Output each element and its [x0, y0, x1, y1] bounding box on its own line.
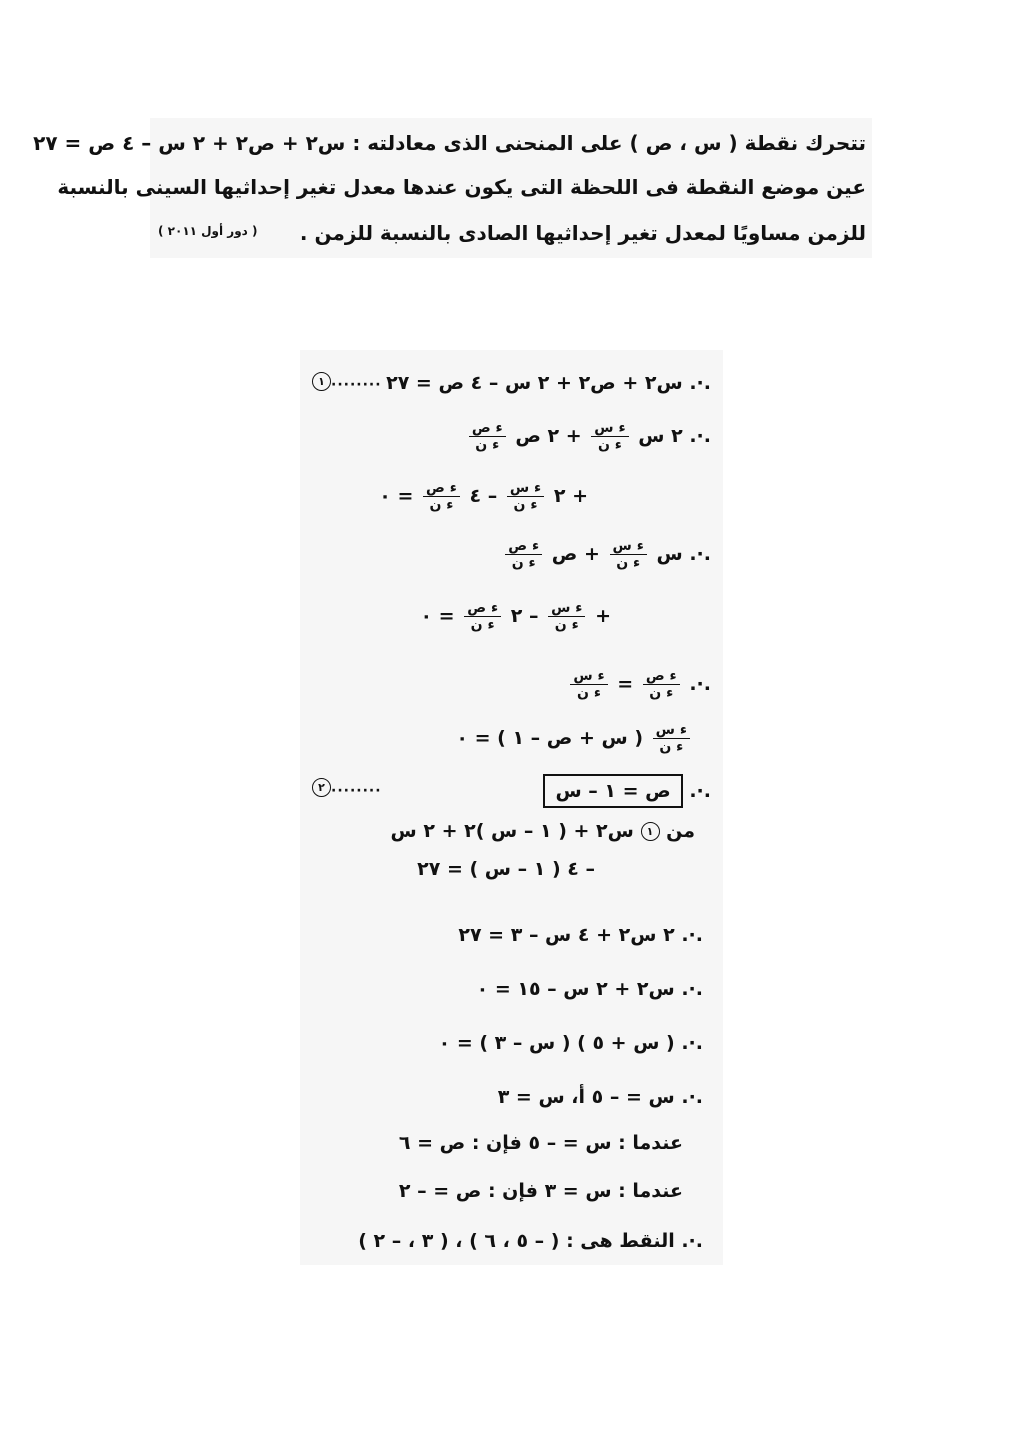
- fraction-dy-dt: [423, 480, 460, 513]
- step3-part-a: + ٢: [553, 485, 588, 507]
- frac-num: ء س: [591, 420, 628, 437]
- frac-den: ء ن: [470, 617, 495, 633]
- fraction-dy-dt: [505, 538, 542, 571]
- step5-part-a: +: [595, 605, 611, 627]
- step-derivative-1: [466, 420, 711, 453]
- step-case-1: عندما : س = – ٥ فإن : ص = ٦: [398, 1132, 683, 1154]
- fraction-dx-dt: [653, 722, 690, 755]
- frac-num: ء س: [610, 538, 647, 555]
- step4-part-a: .·. س: [656, 543, 711, 565]
- step6-part-b: =: [617, 673, 634, 695]
- exam-reference: ( دور أول ٢٠١١ ): [158, 224, 258, 238]
- frac-num: ء س: [570, 668, 607, 685]
- ref-circle-1-inline: ١: [641, 822, 660, 841]
- problem-line-2: عين موضع النقطة فى اللحظة التى يكون عندها معدل تغير إحداثيها السينى بالنسبة: [57, 175, 866, 199]
- frac-num: ء س: [507, 480, 544, 497]
- step3-part-b: – ٤: [469, 485, 498, 507]
- step8-therefore: .·.: [689, 780, 711, 802]
- equation-ref-1: [312, 372, 382, 391]
- frac-num: ء س: [548, 600, 585, 617]
- solution-panel: [300, 350, 723, 1265]
- ref-circle-1: ١: [312, 372, 331, 391]
- fraction-dx-dt: [591, 420, 628, 453]
- step-quadratic: .·. س٢ + ٢ س – ١٥ = ٠: [476, 978, 703, 1000]
- frac-num: ء ص: [505, 538, 542, 555]
- step7-part-b: ( س + ص – ١ ) = ٠: [456, 727, 644, 749]
- step-final-points: .·. النقط هى : ( – ٥ ، ٦ ) ، ( ٣ ، – ٢ ): [358, 1230, 703, 1252]
- step5-part-b: – ٢: [510, 605, 539, 627]
- step-substitute-cont: – ٤ ( ١ – س ) = ٢٧: [417, 858, 595, 880]
- step-rates-equal: [567, 668, 711, 701]
- step-factored: .·. ( س + ٥ ) ( س – ٣ ) = ٠: [438, 1032, 703, 1054]
- frac-den: ء ن: [554, 617, 579, 633]
- step-factor: [456, 722, 693, 755]
- step-substitute: [391, 818, 695, 844]
- step2-part-b: + ٢ ص: [515, 425, 582, 447]
- ref-dots-2: ........: [331, 779, 382, 796]
- ref-circle-2: ٢: [312, 778, 331, 797]
- frac-den: ء ن: [659, 739, 684, 755]
- problem-line-3: للزمن مساويًا لمعدل تغير إحداثيها الصادى بالنسبة للزمن .: [299, 221, 866, 245]
- frac-num: ء ص: [423, 480, 460, 497]
- fraction-dx-dt: [548, 600, 585, 633]
- step-simplify: .·. ٢ س٢ + ٤ س – ٣ = ٢٧: [458, 924, 703, 946]
- step6-part-a: .·.: [689, 673, 711, 695]
- fraction-dx-dt: [570, 668, 607, 701]
- step9-from: من: [666, 820, 695, 842]
- equation-ref-2: [312, 778, 382, 797]
- frac-den: ء ن: [475, 437, 500, 453]
- frac-den: ء ن: [511, 555, 536, 571]
- problem-statement: [33, 118, 872, 258]
- step4-part-b: + ص: [551, 543, 600, 565]
- step5-part-c: = ٠: [420, 605, 455, 627]
- frac-den: ء ن: [577, 685, 601, 701]
- boxed-result: ص = ١ – س: [543, 774, 682, 808]
- step-equation: .·. س٢ + ص٢ + ٢ س – ٤ ص = ٢٧: [386, 372, 711, 394]
- step-derivative-1-cont: [379, 480, 588, 513]
- fraction-dy-dt: [643, 668, 680, 701]
- fraction-dx-dt: [610, 538, 647, 571]
- fraction-dx-dt: [507, 480, 544, 513]
- step-divide-2: [502, 538, 711, 571]
- step-x-values: .·. س = – ٥ أ، س = ٣: [497, 1086, 703, 1108]
- fraction-dy-dt: [469, 420, 506, 453]
- frac-num: ء س: [653, 722, 690, 739]
- frac-den: ء ن: [597, 437, 622, 453]
- frac-den: ء ن: [649, 685, 674, 701]
- step-divide-2-cont: [420, 600, 611, 633]
- frac-den: ء ن: [616, 555, 641, 571]
- frac-num: ء ص: [469, 420, 506, 437]
- step9-expr: س٢ + ( ١ – س )٢ + ٢ س: [390, 820, 634, 842]
- fraction-dy-dt: [464, 600, 501, 633]
- step3-part-c: = ٠: [379, 485, 414, 507]
- frac-num: ء ص: [464, 600, 501, 617]
- frac-den: ء ن: [429, 497, 454, 513]
- frac-den: ء ن: [513, 497, 538, 513]
- frac-num: ء ص: [643, 668, 680, 685]
- problem-line-1: تتحرك نقطة ( س ، ص ) على المنحنى الذى معادلته : س٢ + ص٢ + ٢ س – ٤ ص = ٢٧: [33, 131, 866, 155]
- step2-part-a: .·. ٢ س: [638, 425, 711, 447]
- step-case-2: عندما : س = ٣ فإن : ص = – ٢: [398, 1180, 683, 1202]
- step-result-y: [543, 774, 711, 808]
- ref-dots-1: ........: [331, 373, 382, 390]
